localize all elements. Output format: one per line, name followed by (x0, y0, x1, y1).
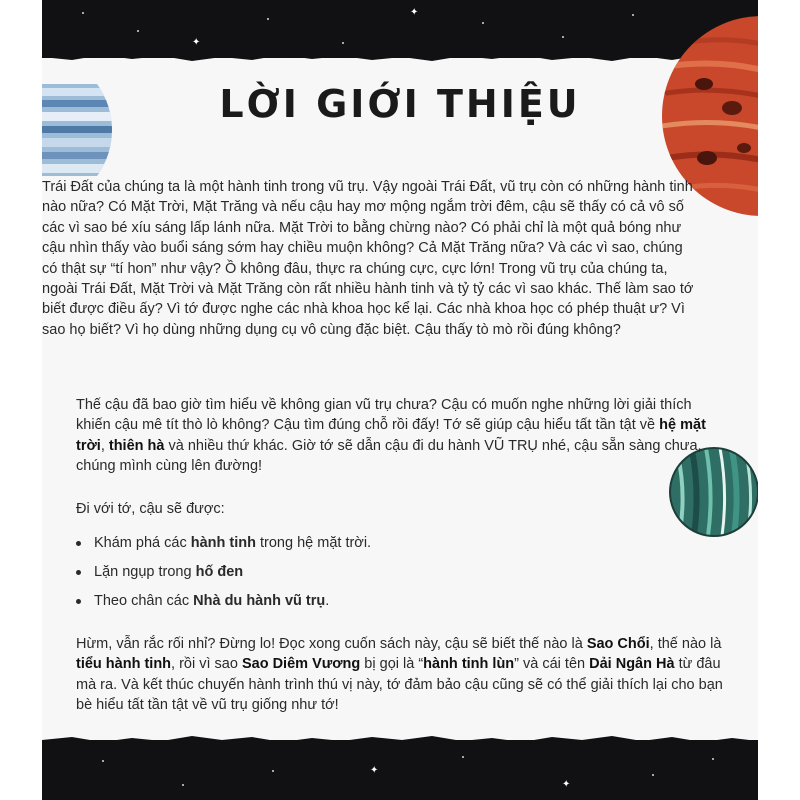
star-dot (562, 36, 564, 38)
bold-term: Sao Chổi (586, 636, 650, 652)
benefits-list (74, 533, 371, 620)
paragraph-text: , (100, 437, 109, 454)
page-title: LỜI GIỚI THIỆU (219, 82, 581, 126)
list-item: Theo chân các Nhà du hành vũ trụ. (74, 591, 371, 620)
book-page (42, 0, 758, 800)
bold-term: hệ mặt trời (76, 417, 706, 454)
bold-term: hố đen (195, 564, 244, 580)
list-item: Lặn ngụp trong hố đen (74, 562, 371, 591)
star-dot (267, 18, 269, 20)
paragraph-text: Thế cậu đã bao giờ tìm hiểu về không gian vũ trụ chưa? Cậu có muốn nghe những lời giải thích khiến cậu mê tít thò lò không? Cậu tìm đúng chỗ rồi đấy! Tớ sẽ giúp cậu hiểu tất tần tật về (76, 397, 692, 434)
paragraph-with-me: Đi với tớ, cậu sẽ được: (76, 501, 225, 517)
star-dot (652, 774, 654, 776)
star-icon: ✦ (410, 7, 419, 18)
torn-edge-top (42, 48, 758, 68)
star-dot (462, 756, 464, 758)
star-icon: ✦ (562, 779, 571, 790)
star-dot (482, 22, 484, 24)
star-dot (102, 760, 104, 762)
paragraph-text: và nhiều thứ khác. Giờ tớ sẽ dẫn cậu đi du hành VŨ TRỤ nhé, cậu sẵn sàng chưa, chúng mình cùng lên đường! (76, 437, 702, 475)
bold-term: Dải Ngân Hà (589, 656, 675, 673)
bold-term: hành tinh lùn (423, 656, 515, 673)
star-icon: ✦ (370, 765, 379, 776)
bold-term: Nhà du hành vũ trụ (193, 593, 326, 609)
closing-paragraph: Hừm, vẫn rắc rối nhỉ? Đừng lo! Đọc xong cuốn sách này, cậu sẽ biết thế nào là Sao Chổi, thế nào là tiểu hành tinh, rồi vì sao Sao Diêm Vương bị gọi là “hành tinh lùn” và cái tên Dải Ngân Hà từ đâu mà ra. Và kết thúc chuyến hành trình thú vị này, tớ đảm bảo cậu cũng sẽ có thể giải thích lại cho bạn bè hiểu tất tần tật về vũ trụ giống như tớ! (76, 636, 723, 714)
bold-term: hành tinh (190, 535, 256, 551)
bold-term: thiên hà (108, 437, 165, 454)
star-dot (137, 30, 139, 32)
list-item: Khám phá các hành tinh trong hệ mặt trời. (74, 533, 371, 562)
space-banner-bottom (42, 740, 758, 800)
intro-paragraph: Trái Đất của chúng ta là một hành tinh trong vũ trụ. Vậy ngoài Trái Đất, vũ trụ còn có những hành tinh nào nữa? Có Mặt Trời, Mặt Trăng và nếu cậu hay mơ mộng ngắm trời đêm, cậu sẽ thấy có cả vô số các vì sao bé xíu sáng lấp lánh nữa. Mặt Trời to bằng chừng nào? Có phải chỉ là một quả bóng như cậu nhìn thấy vào buổi sáng sớm hay chiều muộn không? Cả Mặt Trăng nữa? Và các vì sao, chúng có thật sự “tí hon” như vậy? Ồ không đâu, thực ra chúng cực, cực lớn! Trong vũ trụ của chúng ta, ngoài Trái Đất, Mặt Trời và Mặt Trăng còn rất nhiều hành tinh và tỷ tỷ các vì sao khác. Thế làm sao tớ biết được điều ấy? Vì tớ được nghe các nhà khoa học kể lại. Các nhà khoa học có phép thuật ư? Vì sao họ biết? Vì họ dùng những dụng cụ vô cùng đặc biệt. Cậu thấy tò mò rồi đúng không? (42, 179, 694, 338)
star-dot (82, 12, 84, 14)
star-dot (272, 770, 274, 772)
bold-term: Sao Diêm Vương (241, 656, 361, 673)
paragraph-space-exploration (76, 395, 708, 477)
star-dot (712, 758, 714, 760)
star-icon: ✦ (192, 37, 201, 48)
star-dot (182, 784, 184, 786)
star-dot (342, 42, 344, 44)
bold-term: tiểu hành tinh (76, 656, 172, 673)
star-dot (632, 14, 634, 16)
